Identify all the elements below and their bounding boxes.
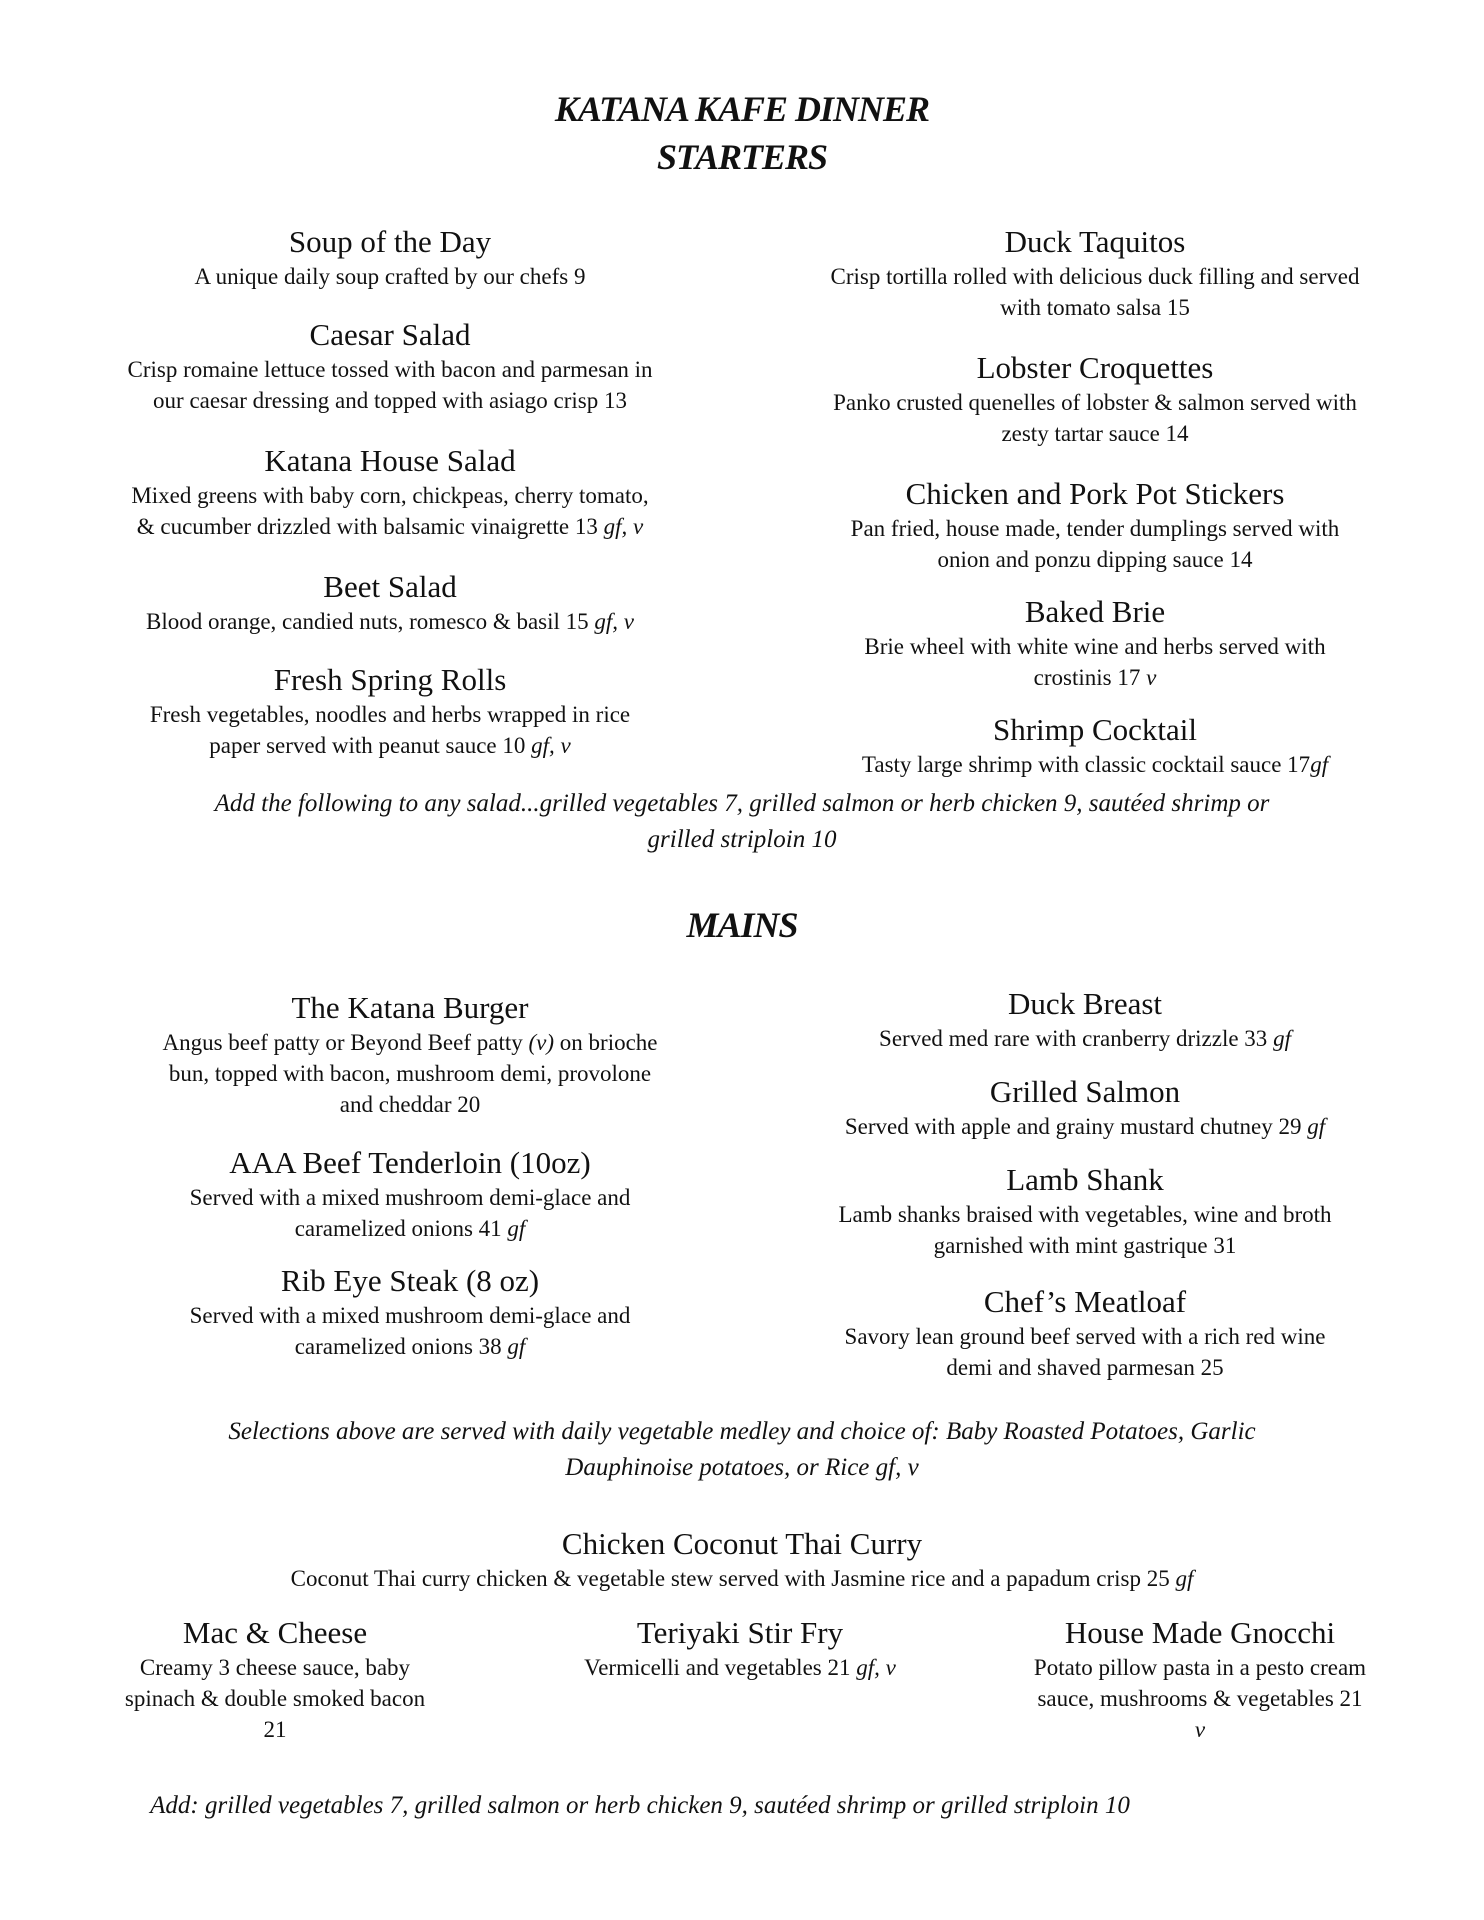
addons-note: Add: grilled vegetables 7, grilled salmon or herb chicken 9, sautéed shrimp or grilled striploin 10 (150, 1792, 1130, 1819)
menu-item (60, 442, 720, 542)
item-desc: Fresh vegetables, noodles and herbs wrapped in rice (149, 702, 631, 727)
menu-item (530, 1614, 950, 1683)
menu-item (80, 1144, 740, 1244)
item-desc: Crisp tortilla rolled with delicious duck filling and served (830, 264, 1360, 289)
diet-tag: gf (1273, 1026, 1291, 1051)
menu-item (60, 568, 720, 637)
item-desc: bun, topped with bacon, mushroom demi, provolone (168, 1061, 652, 1086)
menu-item (770, 223, 1420, 323)
diet-tag: gf, v (531, 733, 571, 758)
sides-note: Selections above are served with daily vegetable medley and choice of: Baby Roasted Potatoes, Garlic (228, 1418, 1256, 1445)
diet-tag: gf (1307, 1114, 1326, 1139)
item-name: Shrimp Cocktail (992, 712, 1198, 747)
item-desc: caramelized onions 41 (294, 1216, 502, 1241)
item-name: Beet Salad (323, 569, 457, 604)
item-name: Chicken Coconut Thai Curry (561, 1526, 923, 1561)
diet-tag: gf (1175, 1566, 1194, 1591)
item-desc: our caesar dressing and topped with asiago crisp 13 (153, 388, 627, 413)
item-name: AAA Beef Tenderloin (10oz) (229, 1145, 591, 1180)
item-desc: paper served with peanut sauce 10 (209, 733, 526, 758)
item-name: Duck Breast (1007, 986, 1163, 1021)
item-desc: spinach & double smoked bacon (124, 1686, 426, 1711)
menu-item (0, 1525, 1484, 1594)
item-name: Soup of the Day (288, 224, 492, 259)
menu-item (770, 593, 1420, 693)
item-desc: 21 (263, 1717, 287, 1742)
salad-addons-note-line2: grilled striploin 10 (647, 826, 837, 853)
item-name: Lamb Shank (1006, 1162, 1164, 1197)
item-desc: Brie wheel with white wine and herbs served with (864, 634, 1326, 659)
item-desc: Angus beef patty or Beyond Beef patty (162, 1030, 529, 1055)
section-title-mains: MAINS (686, 905, 798, 945)
menu-item (60, 661, 720, 761)
item-name: Baked Brie (1024, 594, 1166, 629)
menu-item (80, 1262, 740, 1362)
sides-note-line2: Dauphinoise potatoes, or Rice gf, v (565, 1454, 919, 1481)
item-desc: Vermicelli and vegetables 21 (584, 1655, 851, 1680)
item-desc: Savory lean ground beef served with a rich red wine (844, 1324, 1326, 1349)
item-name: Chef’s Meatloaf (983, 1284, 1187, 1319)
diet-tag: gf, v (594, 609, 635, 634)
item-name: Chicken and Pork Pot Stickers (905, 476, 1285, 511)
item-desc: Served with a mixed mushroom demi-glace and (189, 1185, 631, 1210)
diet-tag: gf, v (856, 1655, 896, 1680)
menu-item (760, 1073, 1410, 1142)
item-name: Rib Eye Steak (8 oz) (280, 1263, 540, 1298)
item-desc: Pan fried, house made, tender dumplings served with (850, 516, 1340, 541)
diet-tag: v (1194, 1717, 1206, 1742)
menu-item (760, 1283, 1410, 1383)
item-desc: & cucumber drizzled with balsamic vinaigrette 13 (136, 514, 598, 539)
menu-item (770, 349, 1420, 449)
item-name: The Katana Burger (291, 990, 529, 1025)
item-desc: and cheddar 20 (339, 1092, 481, 1117)
diet-tag: (v) (528, 1030, 555, 1055)
item-desc: on brioche (554, 1030, 658, 1055)
item-desc: Served with a mixed mushroom demi-glace and (189, 1303, 631, 1328)
menu-item (80, 989, 740, 1120)
section-title-starters: STARTERS (656, 137, 828, 177)
item-desc: Potato pillow pasta in a pesto cream (1033, 1655, 1367, 1680)
item-desc: Creamy 3 cheese sauce, baby (139, 1655, 411, 1680)
item-desc: demi and shaved parmesan 25 (946, 1355, 1224, 1380)
diet-tag: gf, v (603, 514, 644, 539)
item-desc: Lamb shanks braised with vegetables, wine and broth (838, 1202, 1332, 1227)
menu-item (770, 475, 1420, 575)
item-desc: Served med rare with cranberry drizzle 33 (879, 1026, 1268, 1051)
item-desc: Crisp romaine lettuce tossed with bacon and parmesan in (127, 357, 653, 382)
item-desc: onion and ponzu dipping sauce 14 (937, 547, 1253, 572)
item-name: Caesar Salad (309, 317, 471, 352)
item-desc: zesty tartar sauce 14 (1001, 421, 1189, 446)
salad-addons-note: Add the following to any salad...grilled vegetables 7, grilled salmon or herb chicken 9, sautéed shrimp or (214, 790, 1270, 817)
item-name: Teriyaki Stir Fry (636, 1615, 844, 1650)
item-name: Katana House Salad (264, 443, 516, 478)
item-desc: Tasty large shrimp with classic cocktail sauce 17 (861, 752, 1311, 777)
item-desc: garnished with mint gastrique 31 (933, 1233, 1237, 1258)
menu-item (1000, 1614, 1400, 1745)
item-name: Mac & Cheese (182, 1615, 368, 1650)
diet-tag: gf (1310, 752, 1329, 777)
item-desc: sauce, mushrooms & vegetables 21 (1037, 1686, 1363, 1711)
item-desc: Served with apple and grainy mustard chutney 29 (844, 1114, 1302, 1139)
menu-title: KATANA KAFE DINNER (554, 89, 930, 129)
item-desc: Panko crusted quenelles of lobster & salmon served with (833, 390, 1357, 415)
item-name: Lobster Croquettes (976, 350, 1214, 385)
diet-tag: gf (507, 1216, 526, 1241)
item-desc: A unique daily soup crafted by our chefs 9 (194, 264, 586, 289)
menu-item (760, 1161, 1410, 1261)
diet-tag: gf (507, 1334, 526, 1359)
item-desc: Blood orange, candied nuts, romesco & basil 15 (145, 609, 589, 634)
item-name: House Made Gnocchi (1064, 1615, 1336, 1650)
menu-item (770, 711, 1420, 780)
menu-item (90, 1614, 460, 1745)
item-desc: with tomato salsa 15 (1000, 295, 1190, 320)
menu-item (760, 985, 1410, 1054)
item-desc: crostinis 17 (1033, 665, 1141, 690)
menu-item (60, 316, 720, 416)
item-name: Fresh Spring Rolls (273, 662, 507, 697)
item-name: Duck Taquitos (1004, 224, 1186, 259)
item-desc: Mixed greens with baby corn, chickpeas, cherry tomato, (131, 483, 649, 508)
diet-tag: v (1146, 665, 1157, 690)
item-desc: caramelized onions 38 (294, 1334, 502, 1359)
menu-item (60, 223, 720, 292)
item-desc: Coconut Thai curry chicken & vegetable stew served with Jasmine rice and a papadum crisp 25 (290, 1566, 1170, 1591)
item-name: Grilled Salmon (989, 1074, 1181, 1109)
